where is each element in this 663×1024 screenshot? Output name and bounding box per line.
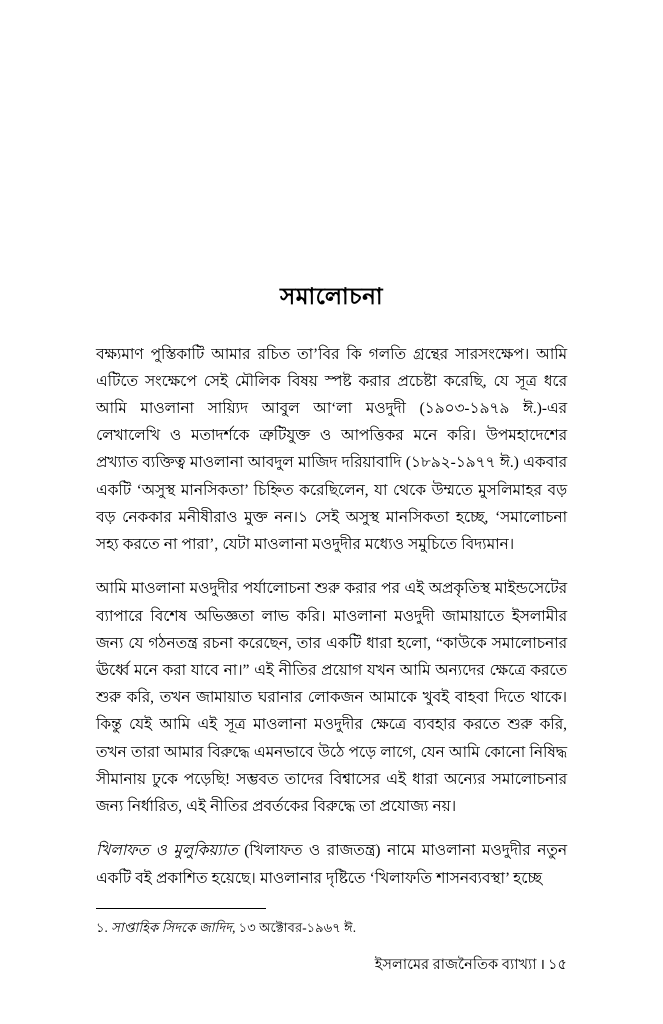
footnote-area [96, 908, 567, 938]
footnote-source-italic: সাপ্তাহিক সিদকে জাদিদ [111, 919, 233, 935]
paragraph-1-text: বক্ষ্যমাণ পুস্তিকাটি আমার রচিত তা’বির কি গলতি গ্রন্থের সারসংক্ষেপ। আমি এটিতে সংক্ষেপে সেই মৌলিক বিষয় স্পষ্ট করার প্রচেষ্টা করেছি, যে সূত্র ধরে আমি মাওলানা সায়্যিদ আবুল আ‘লা মওদুদী (১৯০৩-১৯৭৯ ঈ.)-এর লেখালেখি ও মতাদর্শকে ত্রুটিযুক্ত ও আপত্তিকর মনে করি। উপমহাদেশের প্রখ্যাত ব্যক্তিত্ব মাওলানা আবদুল মাজিদ দরিয়াবাদি (১৮৯২-১৯৭৭ ঈ.) একবার একটি ‘অসুস্থ মানসিকতা’ চিহ্নিত করেছিলেন, যা থেকে উম্মতে মুসলিমাহর বড় বড় নেককার মনীষীরাও মুক্ত নন।১ সেই অসুস্থ মানসিকতা হচ্ছে, ‘সমালোচনা সহ্য করতে না পারা’, যেটা মাওলানা মওদুদীর মধ্যেও সমুচিতে বিদ্যমান। [96, 345, 567, 554]
paragraph-2 [96, 575, 567, 820]
body-text [96, 341, 567, 892]
paragraph-3 [96, 837, 567, 891]
paragraph-3-text: (খিলাফত ও রাজতন্ত্র) নামে মাওলানা মওদুদীর নতুন একটি বই প্রকাশিত হয়েছে। মাওলানার দৃষ্টিতে ‘খিলাফতি শাসনব্যবস্থা’ হচ্ছে [96, 842, 568, 887]
footer-separator: । [539, 957, 546, 973]
page-footer [375, 954, 567, 978]
paragraph-2-text: আমি মাওলানা মওদুদীর পর্যালোচনা শুরু করার পর এই অপ্রকৃতিস্থ মাইন্ডসেটের ব্যাপারে বিশেষ অভিজ্ঞতা লাভ করি। মাওলানা মওদুদী জামায়াতে ইসলামীর জন্য যে গঠনতন্ত্র রচনা করেছেন, তার একটি ধারা হলো, “কাউকে সমালোচনার ঊর্ধ্বে মনে করা যাবে না।” এই নীতির প্রয়োগ যখন আমি অন্যদের ক্ষেত্রে করতে শুরু করি, তখন জামায়াত ঘরানার লোকজন আমাকে খুবই বাহবা দিতে থাকে। কিন্তু যেই আমি এই সূত্র মাওলানা মওদুদীর ক্ষেত্রে ব্যবহার করতে শুরু করি, তখন তারা আমার বিরুদ্ধে এমনভাবে উঠে পড়ে লাগে, যেন আমি কোনো নিষিদ্ধ সীমানায় ঢুকে পড়েছি! সম্ভবত তাদের বিশ্বাসের এই ধারা অন্যের সমালোচনার জন্য নির্ধারিত, এই নীতির প্রবর্তকের বিরুদ্ধে তা প্রযোজ্য নয়। [96, 580, 567, 816]
footnote-rest: , ১৩ অক্টোবর-১৯৬৭ ঈ. [232, 919, 357, 935]
footnote-marker: ১. [96, 919, 108, 935]
footnote-1 [96, 918, 567, 938]
paragraph-1 [96, 341, 567, 559]
footer-book-title: ইসলামের রাজনৈতিক ব্যাখ্যা [374, 957, 537, 973]
page-title: সমালোচনা [280, 284, 383, 309]
footnote-divider [96, 908, 266, 909]
footer-page-number: ১৫ [548, 957, 567, 973]
book-title-italic: খিলাফত ও মুলুকিয়্যাত [96, 842, 238, 860]
